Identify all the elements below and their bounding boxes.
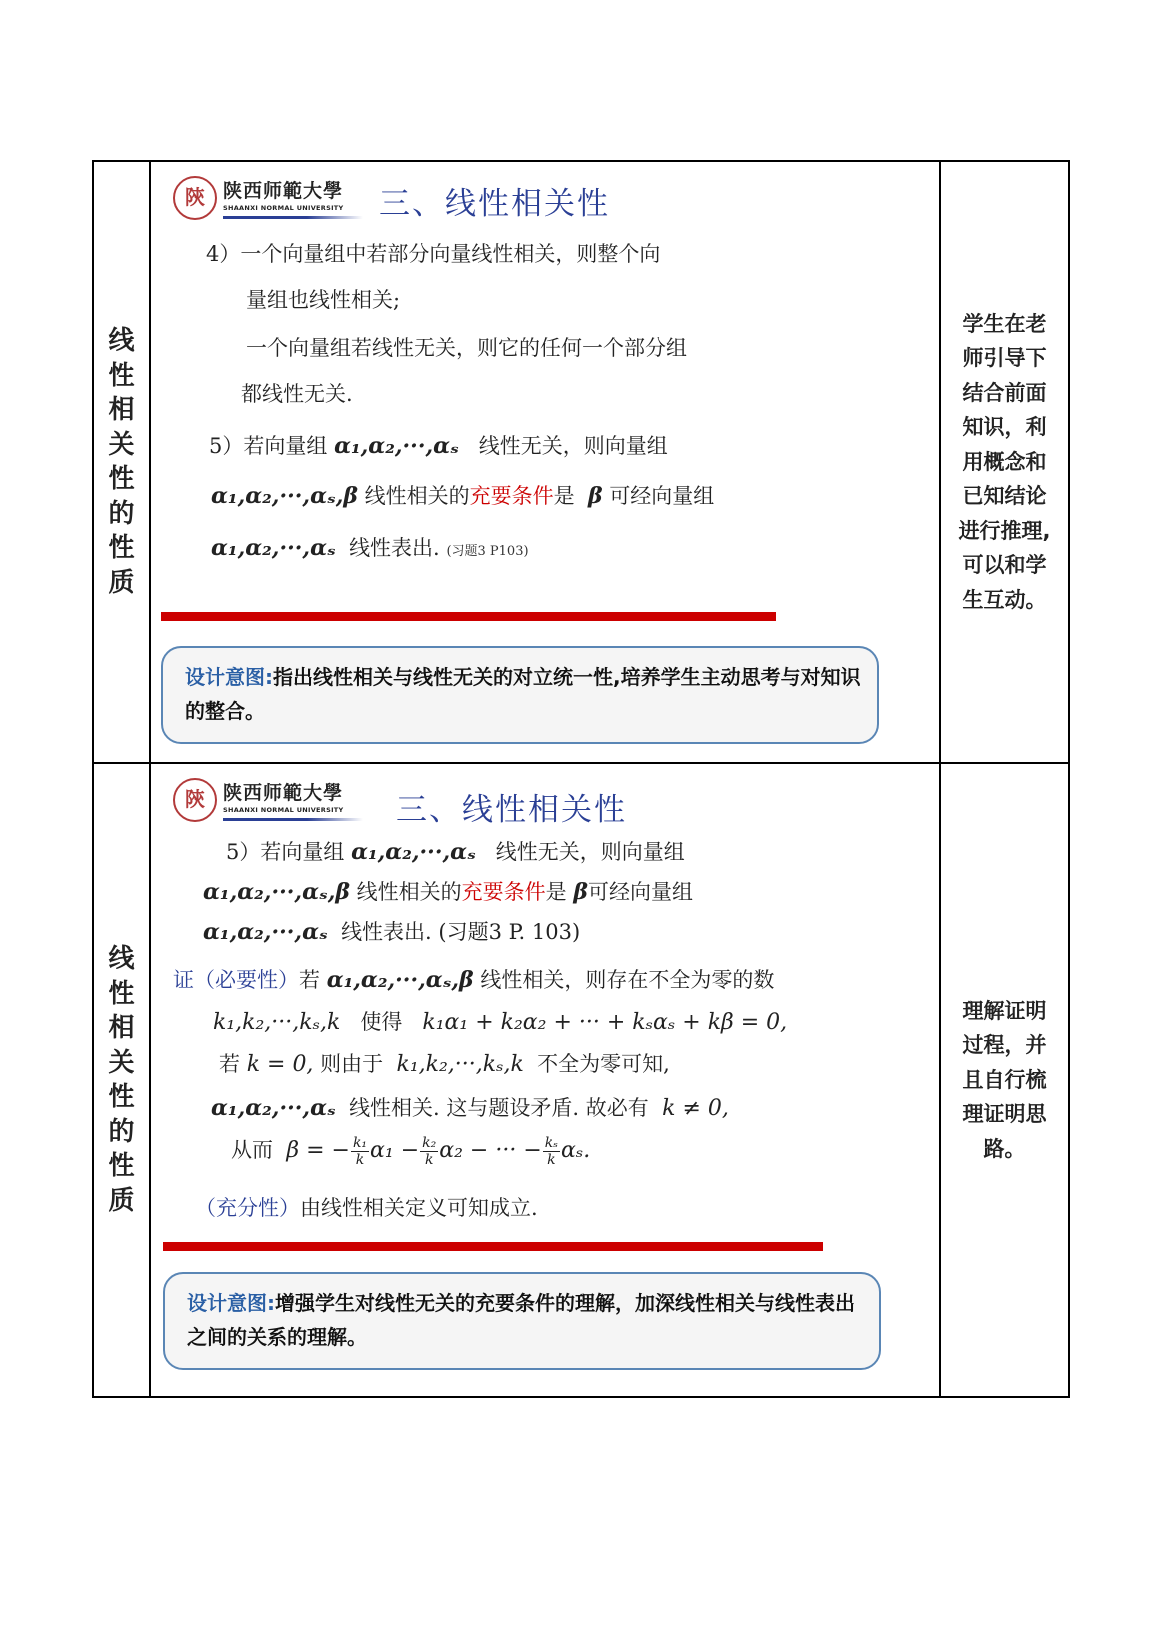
topic-cell	[93, 763, 150, 1397]
slide-2	[151, 764, 939, 1396]
property-5-line2	[211, 480, 714, 510]
property-5-line3	[211, 532, 529, 562]
text: 线性无关，则向量组	[495, 840, 685, 864]
university-seal-icon: 陝	[173, 778, 217, 822]
fraction	[420, 1135, 438, 1168]
property-4-line3: 一个向量组若线性无关，则它的任何一个部分组	[246, 336, 687, 360]
fraction	[543, 1135, 560, 1168]
topic-cell	[93, 161, 150, 763]
text: 若	[219, 1052, 240, 1076]
text: 5）若向量组	[226, 840, 345, 864]
lesson-table	[92, 160, 1070, 1398]
proof-line2	[213, 1006, 787, 1036]
highlight-text: 充要条件	[469, 484, 554, 508]
fraction-denominator: k	[547, 1152, 556, 1168]
sufficiency-label: （充分性）	[195, 1196, 300, 1220]
text: 线性表出.	[349, 536, 440, 560]
property-4-line4: 都线性无关.	[241, 382, 353, 406]
equation: β = −	[286, 1138, 350, 1163]
condition: k = 0,	[246, 1052, 314, 1077]
text: 使得	[360, 1010, 403, 1034]
fraction-numerator: kₛ	[544, 1135, 558, 1151]
vector-group: α₁,α₂,···,αₛ	[203, 919, 328, 945]
vector-group: α₁,α₂,···,αₛ	[211, 1095, 336, 1121]
design-intent-box	[163, 1272, 881, 1370]
text: 从而	[231, 1138, 273, 1162]
text: 线性相关，则存在不全为零的数	[480, 968, 775, 992]
vector-group: α₁,α₂,···,αₛ	[211, 535, 336, 561]
university-name-en: SHAANXI NORMAL UNIVERSITY	[223, 806, 344, 814]
text: 是	[553, 484, 575, 508]
text: 则由于	[320, 1052, 384, 1076]
statement-line1	[226, 836, 685, 866]
text: 不全为零可知,	[537, 1052, 670, 1076]
proof-label: 证（必要性）	[173, 968, 299, 992]
fraction-numerator: k₁	[352, 1135, 368, 1151]
header-underline	[223, 818, 363, 821]
vector-group: α₁,α₂,···,αₛ	[334, 433, 459, 459]
text: 线性相关. 这与题设矛盾. 故必有	[349, 1096, 649, 1120]
header-underline	[223, 216, 363, 219]
equation: αₛ.	[560, 1138, 591, 1163]
text: 线性表出. (习题3 P. 103)	[341, 920, 581, 944]
text: 是	[545, 880, 567, 904]
slide-cell	[150, 763, 940, 1397]
university-name: 陕西师範大學	[223, 180, 344, 202]
property-4-line2: 量组也线性相关;	[246, 288, 401, 312]
fraction	[351, 1135, 369, 1168]
property-4-line1: 4）一个向量组中若部分向量线性相关，则整个向	[206, 242, 661, 266]
text: 线性相关的	[356, 880, 462, 904]
statement-line2	[203, 876, 693, 906]
text: 线性相关的	[364, 484, 470, 508]
condition: k ≠ 0,	[662, 1096, 729, 1121]
equation: α₁ −	[370, 1138, 420, 1163]
red-divider	[163, 1242, 823, 1251]
text: 5）若向量组	[209, 434, 328, 458]
beta-symbol: β	[588, 483, 603, 509]
text: 若	[299, 968, 320, 992]
table-row	[93, 161, 1069, 763]
proof-line1	[173, 964, 774, 994]
topic-text: 线性相关性的性质	[108, 326, 135, 598]
coefficients: k₁,k₂,···,kₛ,k	[396, 1052, 524, 1077]
intent-label: 设计意图:	[185, 665, 273, 689]
design-intent-box	[161, 646, 879, 744]
slide-title: 三、线性相关性	[396, 792, 627, 828]
fraction-denominator: k	[424, 1152, 434, 1168]
vector-group: α₁,α₂,···,αₛ,β	[326, 967, 474, 993]
slide-title: 三、线性相关性	[379, 186, 610, 222]
slide-1	[151, 162, 939, 762]
intent-label: 设计意图:	[187, 1291, 275, 1315]
text: 可经向量组	[609, 484, 715, 508]
note-text: 学生在老师引导下结合前面知识，利用概念和已知结论进行推理,可以和学生互动。	[958, 311, 1051, 612]
topic-text: 线性相关性的性质	[108, 944, 135, 1216]
vector-group: α₁,α₂,···,αₛ,β	[211, 483, 358, 509]
proof-line4	[211, 1092, 729, 1122]
slide-cell	[150, 161, 940, 763]
highlight-text: 充要条件	[461, 880, 546, 904]
text: 线性无关，则向量组	[478, 434, 668, 458]
note-text: 理解证明过程，并且自行梳理证明思路。	[962, 998, 1047, 1161]
equation: k₁α₁ + k₂α₂ + ··· + kₛαₛ + kβ = 0,	[422, 1010, 788, 1035]
university-seal-icon: 陝	[173, 176, 217, 220]
intent-text: 增强学生对线性无关的充要条件的理解，加深线性相关与线性表出之间的关系的理解。	[187, 1291, 855, 1349]
equation: α₂ − ··· −	[439, 1138, 542, 1163]
exercise-ref: (习题3 P103)	[446, 544, 529, 559]
proof-line5	[231, 1134, 590, 1168]
vector-group: α₁,α₂,···,αₛ	[351, 839, 476, 865]
proof-line3	[219, 1048, 670, 1078]
note-cell	[940, 763, 1069, 1397]
coefficients: k₁,k₂,···,kₛ,k	[213, 1010, 341, 1035]
text: 可经向量组	[587, 880, 693, 904]
statement-line3	[203, 916, 580, 946]
table-row	[93, 763, 1069, 1397]
text: 由线性相关定义可知成立.	[300, 1196, 538, 1220]
intent-text: 指出线性相关与线性无关的对立统一性,培养学生主动思考与对知识的整合。	[185, 665, 861, 723]
sufficiency-line	[195, 1192, 538, 1222]
beta-symbol: β	[573, 879, 588, 905]
vector-group: α₁,α₂,···,αₛ,β	[203, 879, 350, 905]
fraction-numerator: k₂	[422, 1135, 437, 1151]
note-cell	[940, 161, 1069, 763]
property-5-line1	[209, 430, 668, 460]
university-name: 陕西师範大學	[223, 782, 344, 804]
fraction-denominator: k	[355, 1152, 365, 1168]
university-name-en: SHAANXI NORMAL UNIVERSITY	[223, 204, 344, 212]
red-divider	[161, 612, 776, 621]
